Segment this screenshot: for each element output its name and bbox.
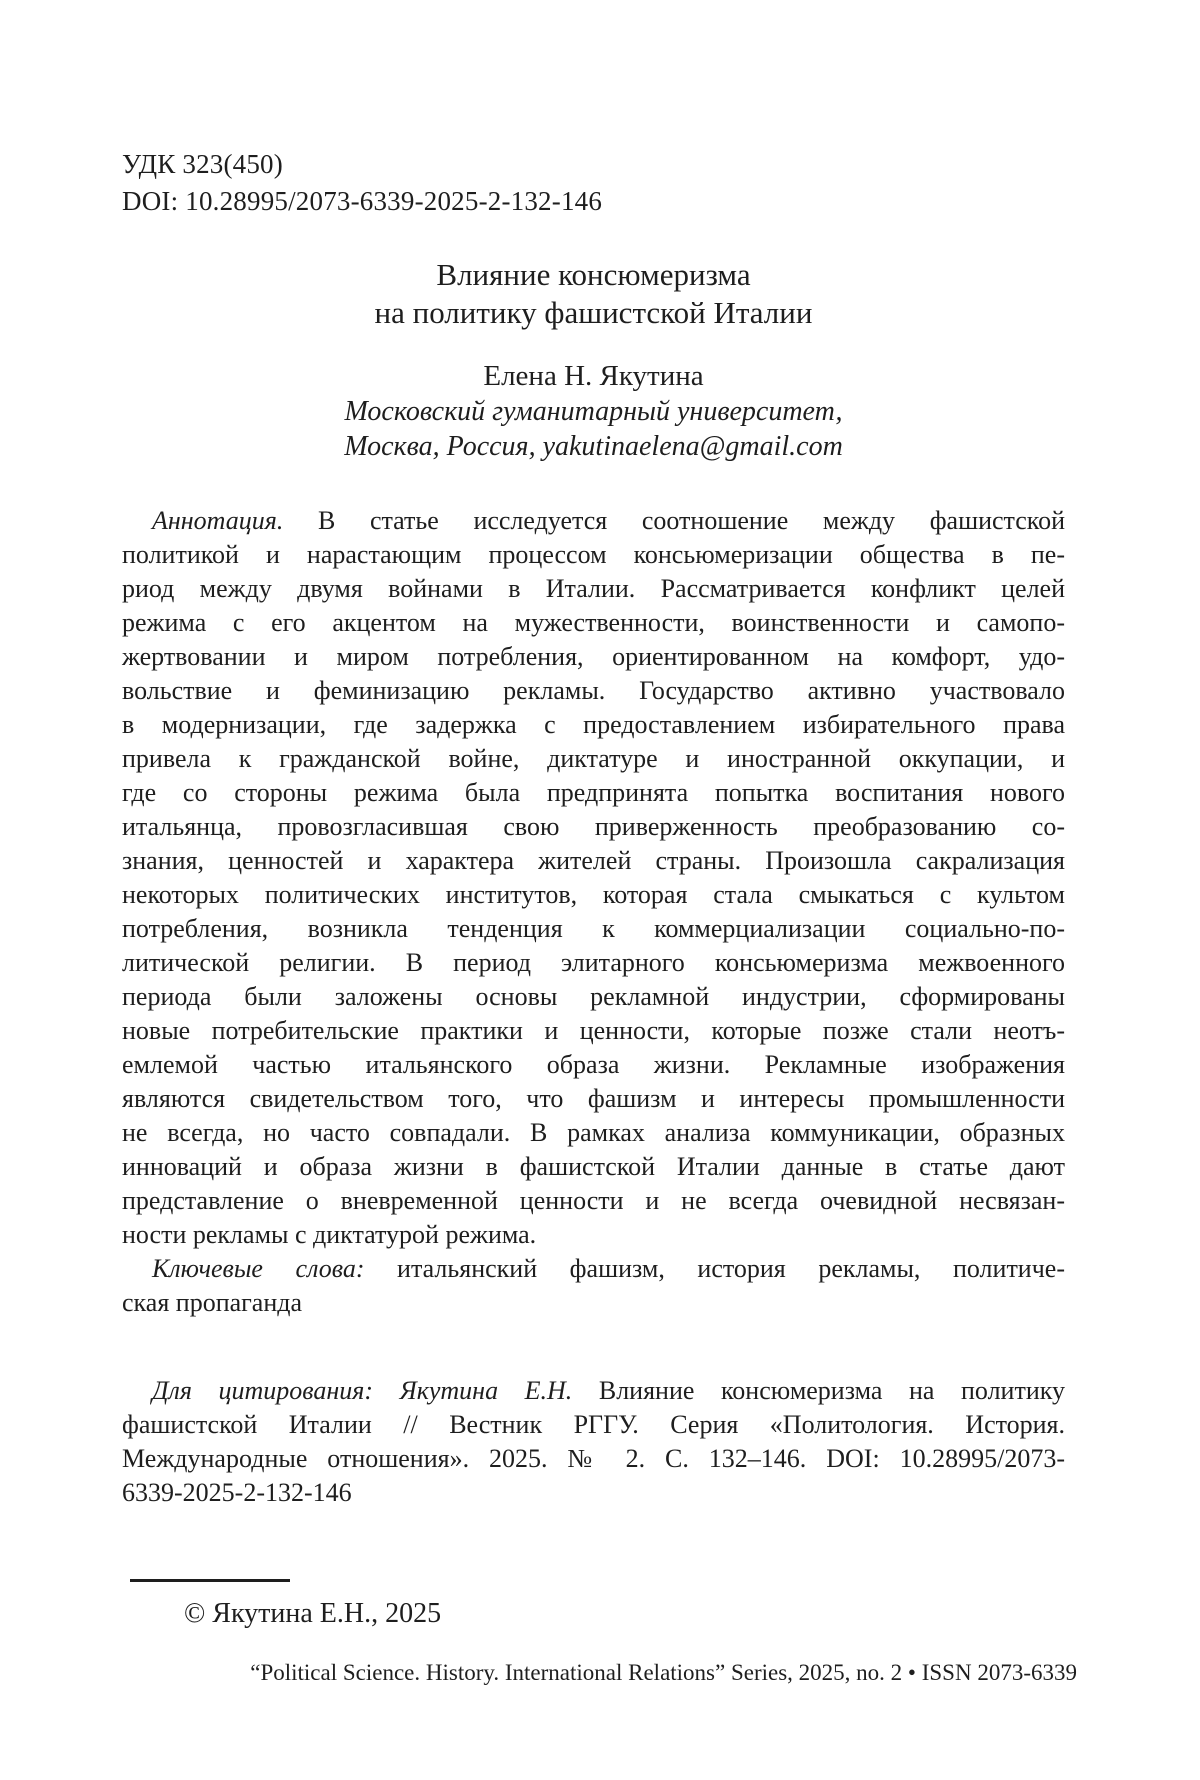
citation-first-line bbox=[122, 1374, 1065, 1408]
article-title bbox=[122, 256, 1065, 332]
author-affiliation: Московский гуманитарный университет, bbox=[344, 396, 843, 427]
copyright-line: © Якутина Е.Н., 2025 bbox=[184, 1598, 442, 1629]
footnote-divider bbox=[130, 1579, 290, 1582]
abstract-body-line-21: представление о вневременной ценности и не всегда очевидной несвязан- bbox=[122, 1186, 1065, 1215]
abstract-body-line-2: политикой и нарастающим процессом консьюмеризации общества в пе- bbox=[122, 540, 1065, 569]
doi-number: DOI: 10.28995/2073-6339-2025-2-132-146 bbox=[122, 186, 603, 216]
abstract-body-line-3: риод между двумя войнами в Италии. Рассматривается конфликт целей bbox=[122, 574, 1065, 603]
citation-first-line-text: Влияние консюмеризма на политику bbox=[572, 1376, 1066, 1405]
abstract-body-line-22: ности рекламы с диктатурой режима. bbox=[122, 1220, 537, 1249]
udc-number: УДК 323(450) bbox=[122, 149, 283, 179]
abstract-body-line-19: не всегда, но часто совпадали. В рамках анализа коммуникации, образных bbox=[122, 1118, 1065, 1147]
article-title-line1: Влияние консюмеризма bbox=[436, 257, 751, 292]
abstract-first-line-text: В статье исследуется соотношение между фашистской bbox=[283, 506, 1065, 535]
author-location-email: Москва, Россия, yakutinaelena@gmail.com bbox=[344, 431, 843, 462]
abstract-body-line-18: являются свидетельством того, что фашизм и интересы промышленности bbox=[122, 1084, 1065, 1113]
keywords-body-line-2: ская пропаганда bbox=[122, 1288, 303, 1317]
keywords-body bbox=[122, 1286, 1065, 1320]
abstract-body-line-6: вольствие и феминизацию рекламы. Государство активно участвовало bbox=[122, 676, 1065, 705]
abstract-body-line-15: периода были заложены основы рекламной индустрии, сформированы bbox=[122, 982, 1065, 1011]
citation-body bbox=[122, 1408, 1065, 1510]
keywords-first-line bbox=[122, 1252, 1065, 1286]
author-block bbox=[122, 358, 1065, 464]
abstract-body-line-14: литической религии. В период элитарного консьюмеризма межвоенного bbox=[122, 948, 1065, 977]
abstract-body-line-7: в модернизации, где задержка с предоставлением избирательного права bbox=[122, 710, 1065, 739]
abstract-label: Аннотация. bbox=[152, 506, 284, 535]
abstract-body-line-4: режима с его акцентом на мужественности, воинственности и самопо- bbox=[122, 608, 1065, 637]
abstract-body-line-10: итальянца, провозгласившая свою приверженность преобразованию со- bbox=[122, 812, 1065, 841]
citation-body-line-4: 6339-2025-2-132-146 bbox=[122, 1478, 352, 1507]
abstract-body-line-11: знания, ценностей и характера жителей страны. Произошла сакрализация bbox=[122, 846, 1065, 875]
abstract-body-line-17: емлемой частью итальянского образа жизни. Рекламные изображения bbox=[122, 1050, 1065, 1079]
article-title-line2: на политику фашистской Италии bbox=[374, 295, 813, 330]
abstract-body-line-12: некоторых политических институтов, которая стала смыкаться с культом bbox=[122, 880, 1065, 909]
abstract-first-line bbox=[122, 504, 1065, 538]
keywords-label: Ключевые слова: bbox=[152, 1254, 365, 1283]
abstract-body-line-20: инноваций и образа жизни в фашистской Италии данные в статье дают bbox=[122, 1152, 1065, 1181]
keywords-first-line-text: итальянский фашизм, история рекламы, политиче- bbox=[364, 1254, 1065, 1283]
abstract-body-line-13: потребления, возникла тенденция к коммерциализации социально-по- bbox=[122, 914, 1065, 943]
author-name: Елена Н. Якутина bbox=[483, 360, 704, 392]
keywords-section bbox=[122, 1252, 1065, 1320]
citation-body-line-3: Международные отношения». 2025. № 2. С. 132–146. DOI: 10.28995/2073- bbox=[122, 1444, 1065, 1473]
abstract-body bbox=[122, 538, 1065, 1252]
abstract-body-line-5: жертвовании и миром потребления, ориентированном на комфорт, удо- bbox=[122, 642, 1065, 671]
abstract-body-line-8: привела к гражданской войне, диктатуре и иностранной оккупации, и bbox=[122, 744, 1065, 773]
citation-section bbox=[122, 1374, 1065, 1510]
journal-footer: “Political Science. History. International Relations” Series, 2025, no. 2 • ISSN 2073-6339 bbox=[250, 1660, 1077, 1685]
citation-label: Для цитирования: Якутина Е.Н. bbox=[152, 1376, 573, 1405]
abstract-body-line-16: новые потребительские практики и ценности, которые позже стали неотъ- bbox=[122, 1016, 1065, 1045]
abstract-body-line-9: где со стороны режима была предпринята попытка воспитания нового bbox=[122, 778, 1065, 807]
citation-body-line-2: фашистской Италии // Вестник РГГУ. Серия «Политология. История. bbox=[122, 1410, 1065, 1439]
article-meta bbox=[122, 146, 1065, 220]
abstract-section bbox=[122, 504, 1065, 1252]
